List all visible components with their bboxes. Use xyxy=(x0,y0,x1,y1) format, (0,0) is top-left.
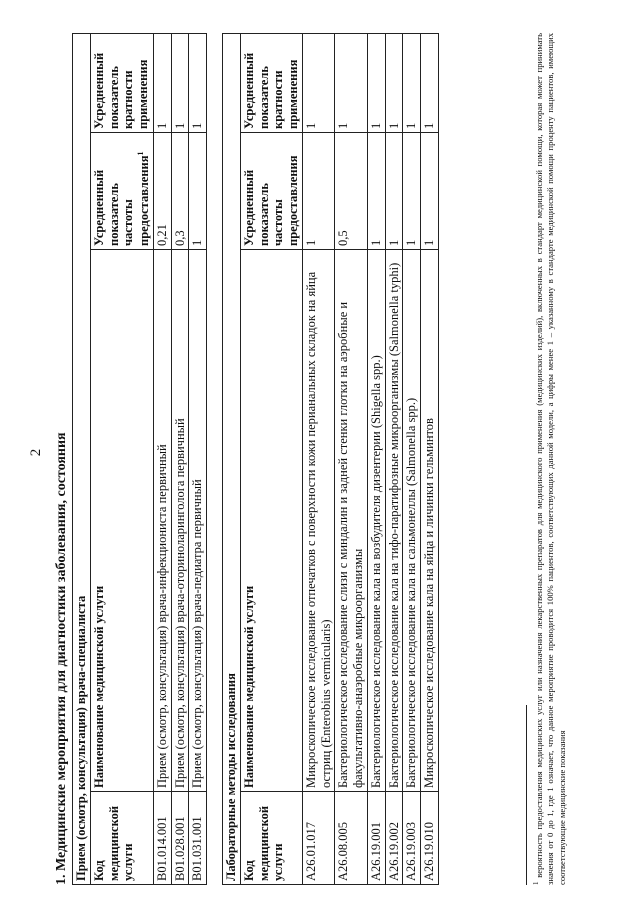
footnote-marker: 1 xyxy=(532,881,540,885)
table-row xyxy=(403,34,421,885)
header-frequency-text: Усредненный показатель частоты предоставления xyxy=(91,155,152,246)
row-code: A26.19.010 xyxy=(421,792,439,885)
lab-methods-table xyxy=(222,33,439,885)
row-code: B01.028.001 xyxy=(171,792,189,885)
row-frequency: 1 xyxy=(385,133,403,250)
row-code: A26.19.002 xyxy=(385,792,403,885)
row-name: Микроскопическое исследование отпечатков с поверхности кожи перианальных складок на яйца остриц (Enterobius vermicularis) xyxy=(302,250,335,792)
row-code: A26.01.017 xyxy=(302,792,335,885)
row-frequency: 1 xyxy=(189,133,207,250)
lab-subheader: Лабораторные методы исследования xyxy=(223,34,241,885)
row-frequency: 1 xyxy=(421,133,439,250)
row-name: Прием (осмотр, консультация) врача-оториноларинголога первичный xyxy=(171,250,189,792)
page-number: 2 xyxy=(28,448,44,457)
table-row xyxy=(302,34,335,885)
row-frequency: 0,21 xyxy=(153,133,171,250)
header-multiplicity: Усредненный показатель кратности применения xyxy=(240,34,302,133)
consultation-table xyxy=(72,33,207,885)
row-name: Прием (осмотр, консультация) врача-инфекциониста первичный xyxy=(153,250,171,792)
row-name: Бактериологическое исследование кала на тифо-паратифозные микроорганизмы (Salmonella typhi) xyxy=(385,250,403,792)
footnote-divider xyxy=(526,705,527,885)
row-multiplicity: 1 xyxy=(189,34,207,133)
header-name: Наименование медицинской услуги xyxy=(240,250,302,792)
row-name: Бактериологическое исследование кала на сальмонеллы (Salmonella spp.) xyxy=(403,250,421,792)
section-title: 1. Медицинские мероприятия для диагностики заболевания, состояния xyxy=(54,432,69,885)
table-row xyxy=(335,34,368,885)
header-multiplicity: Усредненный показатель кратности применения xyxy=(90,34,153,133)
row-name: Микроскопическое исследование кала на яйца и личинки гельминтов xyxy=(421,250,439,792)
row-multiplicity: 1 xyxy=(385,34,403,133)
row-code: A26.19.003 xyxy=(403,792,421,885)
row-multiplicity: 1 xyxy=(302,34,335,133)
header-code: Код медицинской услуги xyxy=(240,792,302,885)
row-frequency: 1 xyxy=(367,133,385,250)
header-name: Наименование медицинской услуги xyxy=(90,250,153,792)
row-code: B01.014.001 xyxy=(153,792,171,885)
table-row xyxy=(171,34,189,885)
table-row xyxy=(189,34,207,885)
row-multiplicity: 1 xyxy=(367,34,385,133)
row-frequency: 1 xyxy=(302,133,335,250)
row-code: A26.08.005 xyxy=(335,792,368,885)
consultation-subheader: Прием (осмотр, консультация) врача-специалиста xyxy=(73,34,91,885)
row-multiplicity: 1 xyxy=(403,34,421,133)
table-row xyxy=(421,34,439,885)
row-multiplicity: 1 xyxy=(153,34,171,133)
table-row xyxy=(367,34,385,885)
footnote-ref: 1 xyxy=(136,151,145,156)
row-frequency: 0,3 xyxy=(171,133,189,250)
header-frequency xyxy=(90,133,153,250)
table-row xyxy=(385,34,403,885)
row-multiplicity: 1 xyxy=(171,34,189,133)
row-multiplicity: 1 xyxy=(421,34,439,133)
header-code: Код медицинской услуги xyxy=(90,792,153,885)
row-frequency: 1 xyxy=(403,133,421,250)
row-frequency: 0,5 xyxy=(335,133,368,250)
footnote xyxy=(532,33,569,885)
row-name: Прием (осмотр, консультация) врача-педиатра первичный xyxy=(189,250,207,792)
row-multiplicity: 1 xyxy=(335,34,368,133)
row-name: Бактериологическое исследование кала на возбудителя дизентерии (Shigella spp.) xyxy=(367,250,385,792)
header-frequency: Усредненный показатель частоты предоставления xyxy=(240,133,302,250)
footnote-text: вероятность предоставления медицинских услуг или назначения лекарственных препаратов для медицинского применения (медицинских изделий), включенных в стандарт медицинской помощи, которая может принимать значения от 0 до 1, где 1 означает, что данное мероприятие проводится 100% пациентов, соответствующих данной модели, а цифры менее 1 – указанному в стандарте медицинской помощи проценту пациентов, имеющих соответствующие медицинские показания xyxy=(533,33,568,885)
row-code: B01.031.001 xyxy=(189,792,207,885)
table-row xyxy=(153,34,171,885)
row-code: A26.19.001 xyxy=(367,792,385,885)
row-name: Бактериологическое исследование слизи с миндалин и задней стенки глотки на аэробные и факультативно-анаэробные микроорганизмы xyxy=(335,250,368,792)
